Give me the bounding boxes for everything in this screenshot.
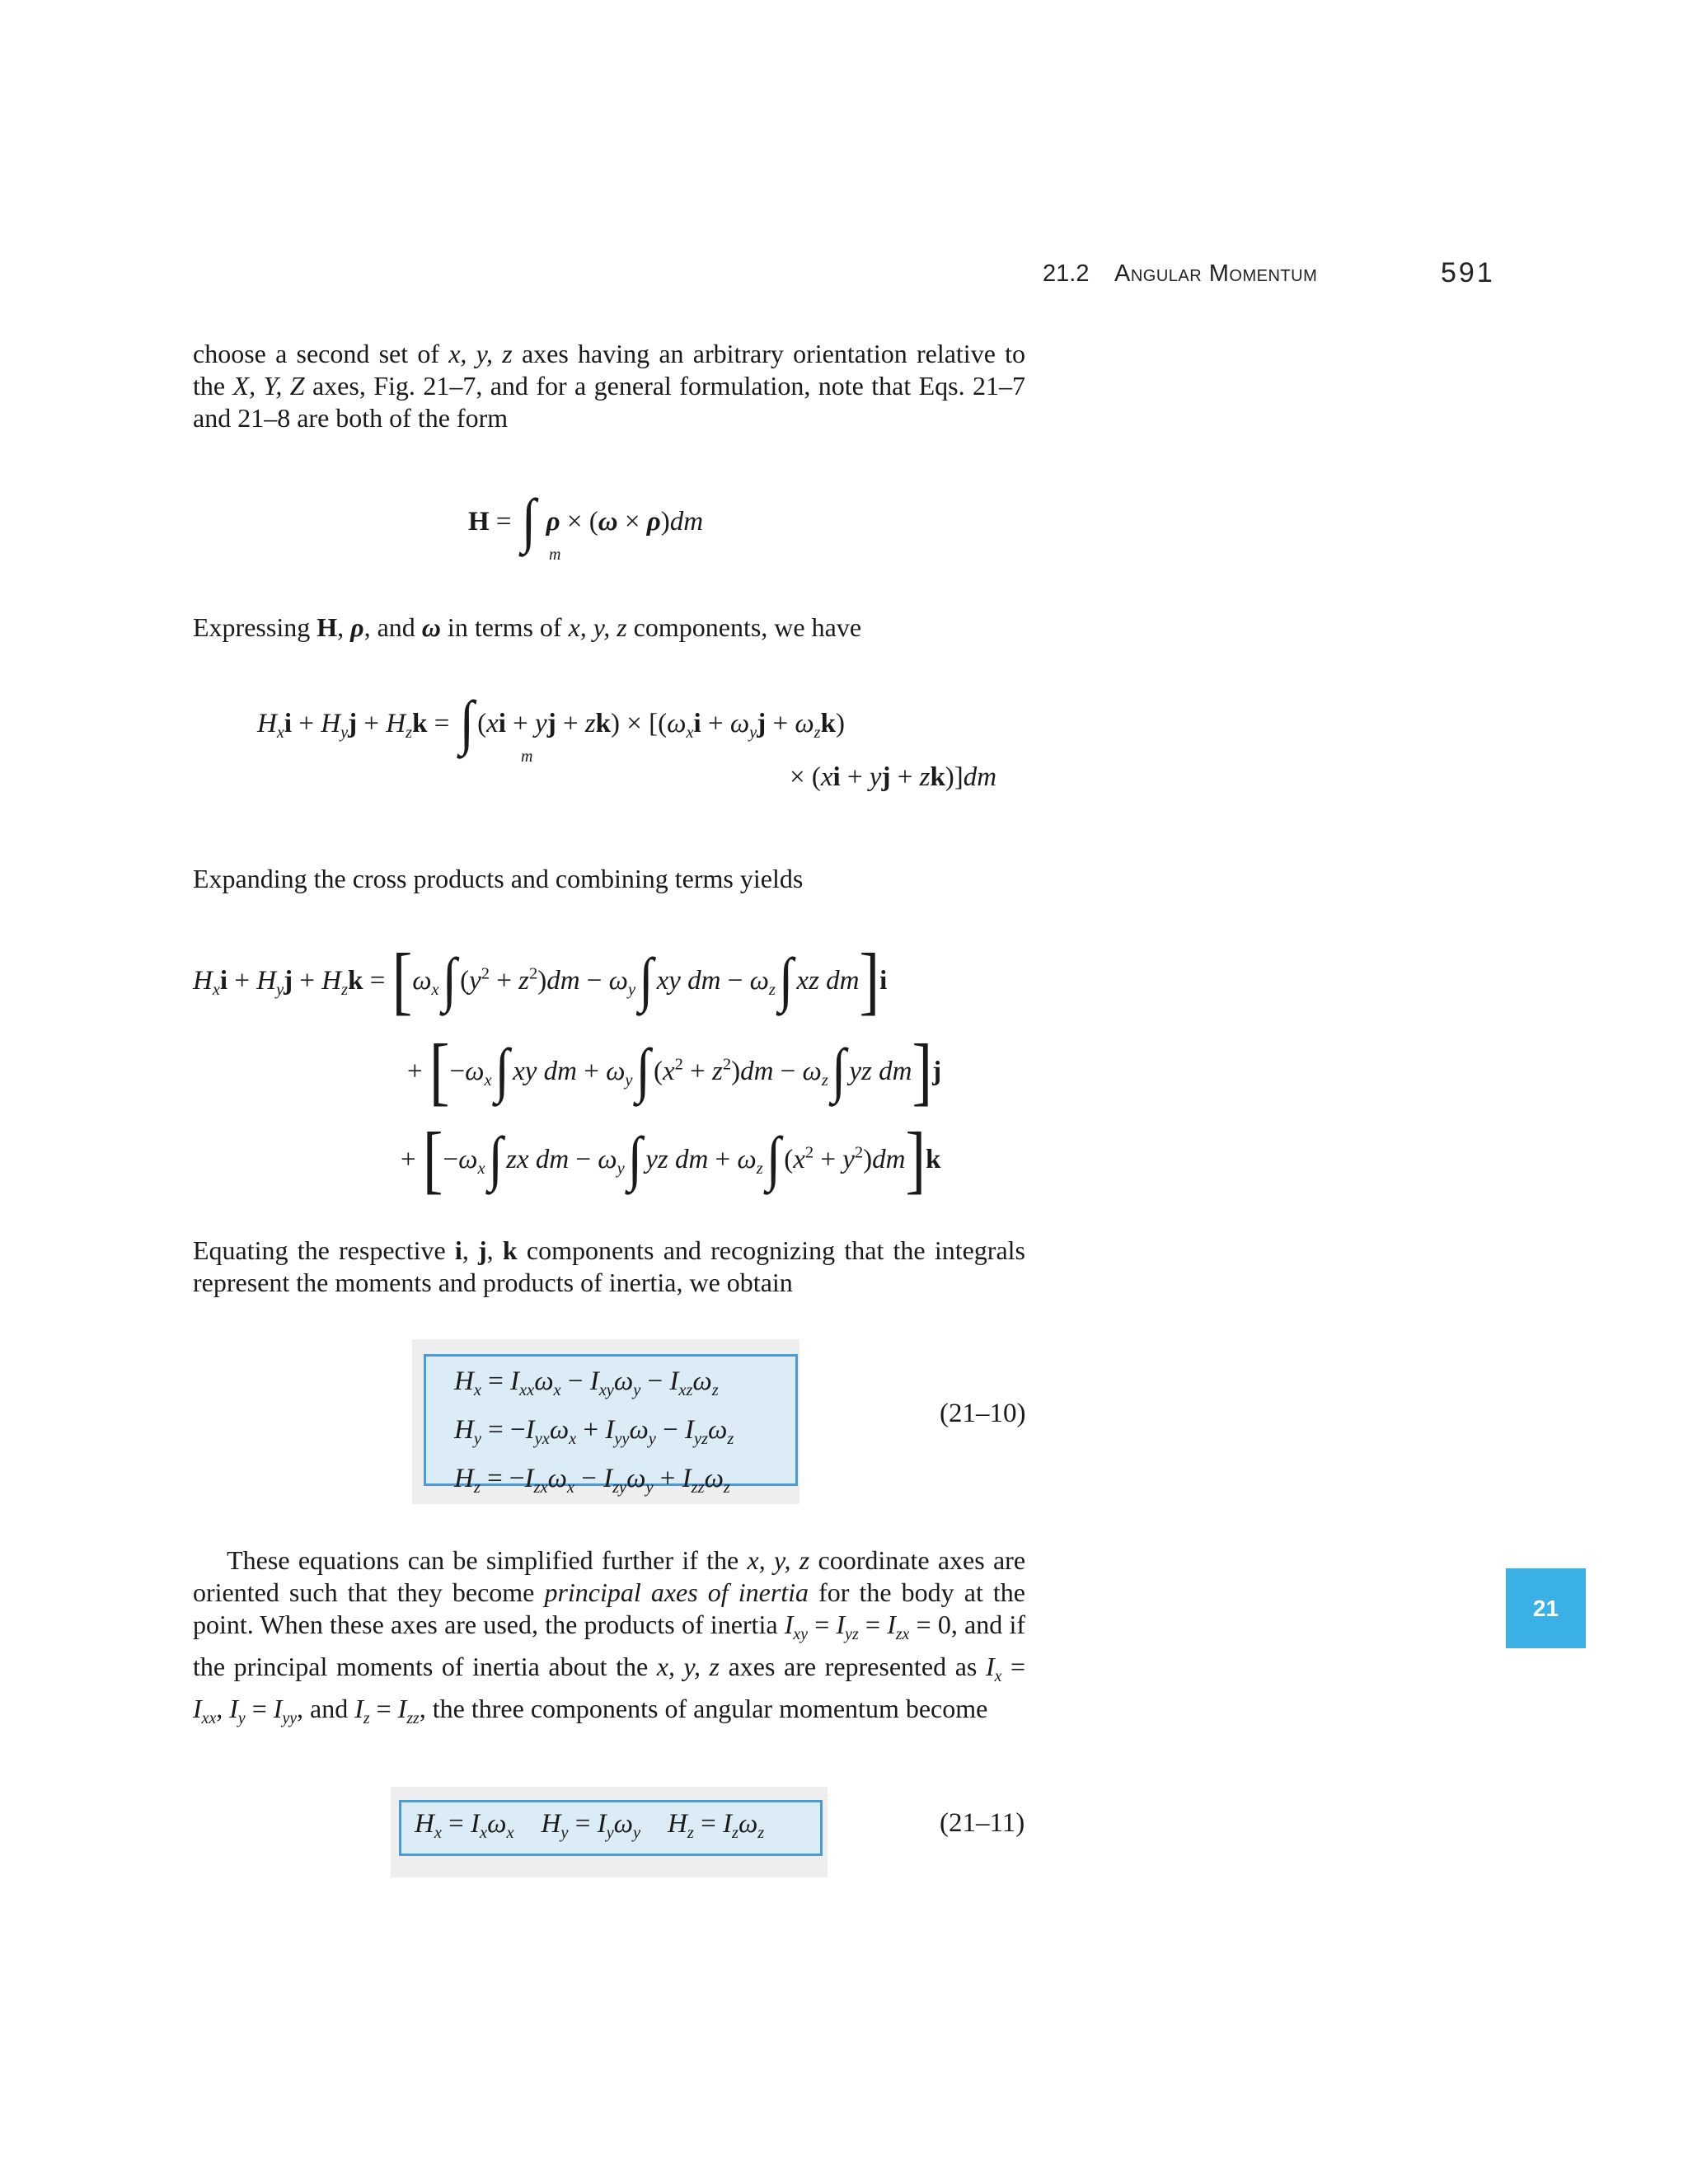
- section-number: 21.2: [1043, 260, 1090, 287]
- equation-number-21-10: (21–10): [940, 1399, 1026, 1428]
- equation-box-21-10: $H_x = I_{xx}\omega_x - I_{xy}\omega_y - I_{xz}\omega_z$ $H_y = -I_{yx}\omega_x + I_{yy}\omega_y - I_{yz}\omega_z$ $H_z = -I_{zx}\omega_x - I_{zy}\omega_y + I_{zz}\omega_z$: [424, 1354, 798, 1486]
- equation-box-21-11: $H_x = I_x\omega_x$ $H_y = I_y\omega_y$ $H_z = I_z\omega_z$: [399, 1800, 823, 1856]
- equation-number-21-11: (21–11): [940, 1808, 1025, 1838]
- chapter-tab-label: 21: [1532, 1595, 1559, 1621]
- paragraph-3: Expanding the cross products and combining terms yields: [193, 864, 804, 893]
- equation-component-form-line2: × (xi + yj + zk)]dm: [790, 762, 997, 792]
- paragraph-1: choose a second set of x, y, z axes having an arbitrary orientation relative to the X, Y, Z axes, Fig. 21–7, and for a general formulation, note that Eqs. 21–7 and 21–8 are both of the form: [193, 339, 1026, 433]
- equation-expanded-i: $H_xi + H_yj + H_zk = [\omega_x\int$ $(y^2 + z^2)dm - \omega_y\int$ xy dm − $\omega_z\int$ xz dm]i: [193, 938, 888, 1024]
- equation-H-integral: H = ∫ m ρ × (ω × ρ)dm: [468, 486, 704, 564]
- equation-component-form-line1: $H_xi + H_yj + H_zk$ = ∫ m (xi + yj + $zk) \times [(\omega_xi + \omega_yj + \omega_zk)$: [257, 688, 845, 766]
- paragraph-2: Expressing H, ρ, and ω in terms of x, y, z components, we have: [193, 612, 862, 642]
- paragraph-5: These equations can be simplified further if the x, y, z coordinate axes are oriented such that they become principal axes of inertia for the body at the point. When these axes are used, the products of inertia $I_{xy} = I_{yz} = I_{zx} = 0$, and if the principal moments of inertia about the x, y, z axes are represented as $I_x = I_{xx}$, $I_y = I_{yy}$, and $I_z = I_{zz}$, the three components of angular momentum become: [193, 1545, 1026, 1727]
- paragraph-4: Equating the respective i, j, k components and recognizing that the integrals represent the moments and products of inertia, we obtain: [193, 1235, 1026, 1297]
- section-title: Angular Momentum: [1114, 260, 1318, 287]
- equation-expanded-k: + [$-\omega_x\int$ zx dm − $\omega_y\int$ yz dm + $\omega_z\int$ $(x^2 + y^2)dm]k$: [401, 1117, 941, 1202]
- equation-expanded-j: + [$-\omega_x\int$ xy dm + $\omega_y\int$ $(x^2 + z^2)dm - \omega_z\int$ yz dm]j: [407, 1029, 942, 1114]
- page-number: 591: [1441, 257, 1495, 288]
- chapter-tab[interactable]: [1506, 1568, 1586, 1648]
